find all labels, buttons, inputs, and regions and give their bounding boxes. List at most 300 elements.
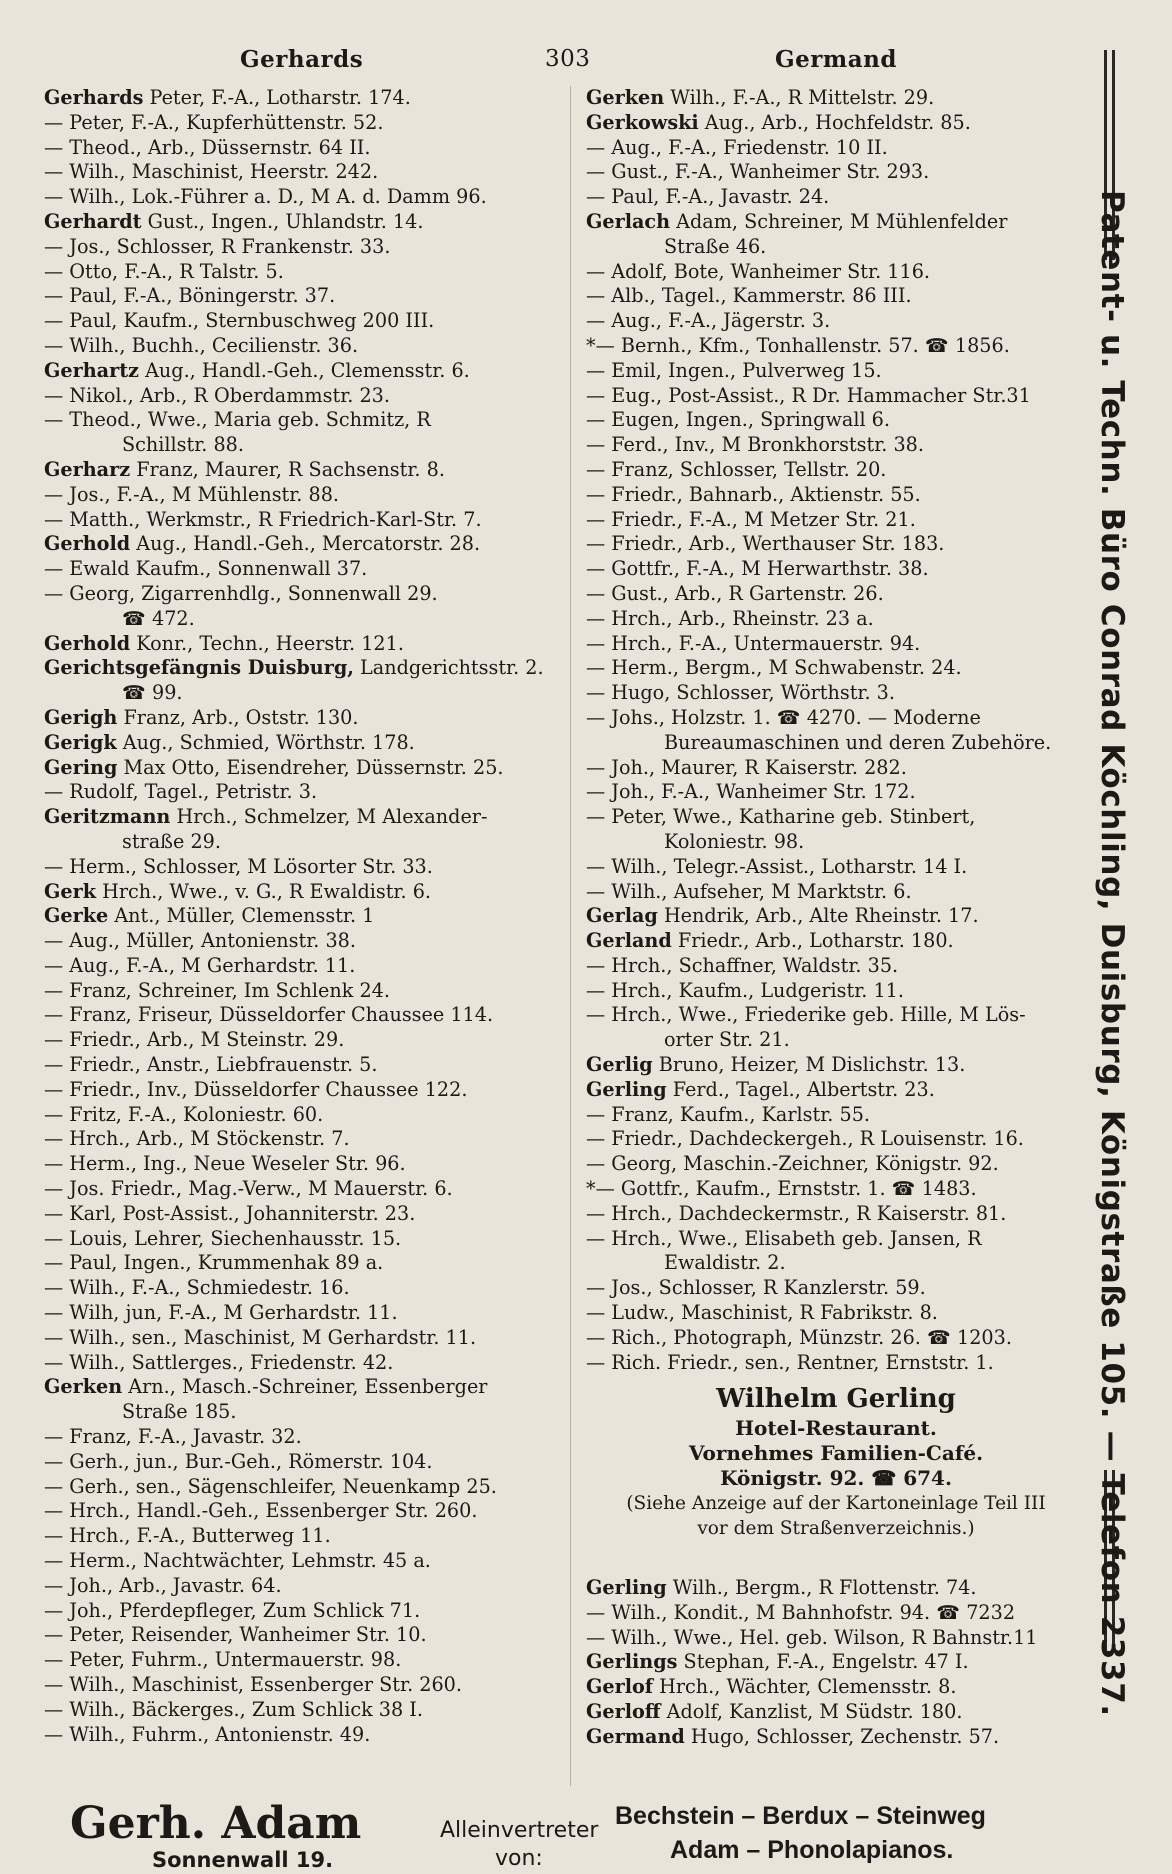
entry-surname: Gerlof (586, 1675, 654, 1699)
entry-text: — Peter, F.-A., Kupferhüttenstr. 52. (44, 110, 384, 134)
entry-text: — Jos., Schlosser, R Frankenstr. 33. (44, 234, 391, 258)
bottom-advertisement (60, 1798, 1080, 1872)
directory-entry (44, 1276, 562, 1301)
directory-entry (586, 1227, 1086, 1252)
directory-entry (44, 979, 562, 1004)
entry-text: Franz, Arb., Oststr. 130. (117, 705, 359, 729)
directory-entry (44, 880, 562, 905)
directory-entry (586, 260, 1086, 285)
entry-surname: Gerhards (44, 86, 144, 109)
directory-entry (44, 1326, 562, 1351)
entry-text: — Hrch., F.-A., Butterweg 11. (44, 1524, 331, 1548)
directory-entry (44, 904, 562, 929)
directory-entry (44, 1053, 562, 1078)
entry-text: Konr., Techn., Heerstr. 121. (130, 631, 404, 655)
directory-entry (44, 1003, 562, 1028)
entry-text: — Paul, F.-A., Javastr. 24. (586, 185, 830, 209)
entry-text: Max Otto, Eisendreher, Düssernstr. 25. (117, 755, 504, 779)
directory-entry (44, 1103, 562, 1128)
entry-text: Adolf, Kanzlist, M Südstr. 180. (660, 1699, 963, 1723)
directory-entry (586, 284, 1086, 309)
entry-text: — Hrch., Dachdeckermstr., R Kaiserstr. 81. (586, 1201, 1007, 1225)
entry-text: ☎ 472. (122, 606, 195, 630)
entry-text: — Herm., Bergm., M Schwabenstr. 24. (586, 656, 962, 680)
entry-text: Ewaldistr. 2. (664, 1251, 786, 1275)
directory-entry (586, 185, 1086, 210)
directory-entry (44, 532, 562, 557)
entry-text: Hrch., Wwe., v. G., R Ewaldistr. 6. (96, 879, 432, 903)
directory-entry (44, 805, 562, 830)
directory-entry (44, 855, 562, 880)
entry-text: Ferd., Tagel., Albertstr. 23. (666, 1077, 935, 1101)
directory-entry (44, 607, 562, 632)
entry-text: — Aug., F.-A., M Gerhardstr. 11. (44, 953, 356, 977)
directory-entry (44, 1450, 562, 1475)
directory-entry (44, 656, 562, 681)
directory-entry (44, 1177, 562, 1202)
entry-surname: Gerigh (44, 705, 118, 729)
ad-title: Wilhelm Gerling (716, 1384, 956, 1414)
directory-entry (586, 1078, 1086, 1103)
entry-text: — Ludw., Maschinist, R Fabrikstr. 8. (586, 1301, 938, 1325)
entry-surname: Gerlings (586, 1650, 678, 1674)
entry-text: — Hrch., Arb., Rheinstr. 23 a. (586, 606, 874, 630)
directory-entry (44, 1475, 562, 1500)
entry-text: — Aug., F.-A., Friedenstr. 10 II. (586, 135, 888, 159)
entry-surname: Gerlach (586, 209, 671, 233)
entry-text: — Franz, Schreiner, Im Schlenk 24. (44, 978, 390, 1002)
directory-entry (44, 359, 562, 384)
entry-text: — Hrch., Handl.-Geh., Essenberger Str. 260. (44, 1499, 478, 1523)
directory-entry (586, 1301, 1086, 1326)
directory-entry (586, 458, 1086, 483)
entry-surname: Gerk (44, 879, 96, 903)
directory-entry (586, 830, 1086, 855)
entry-text: — Wilh., Aufseher, M Marktstr. 6. (586, 879, 912, 903)
entry-text: — Karl, Post-Assist., Johanniterstr. 23. (44, 1201, 416, 1225)
directory-entry (44, 1425, 562, 1450)
entry-surname: Gerhold (44, 631, 131, 655)
entry-text: Ant., Müller, Clemensstr. 1 (108, 904, 375, 928)
entry-text: — Eug., Post-Assist., R Dr. Hammacher Str.31 (586, 383, 1031, 407)
directory-entry (44, 1574, 562, 1599)
entry-text: — Emil, Ingen., Pulverweg 15. (586, 358, 882, 382)
entry-text: — Joh., Pferdepfleger, Zum Schlick 71. (44, 1598, 421, 1622)
directory-entry (44, 1227, 562, 1252)
directory-entry (586, 557, 1086, 582)
directory-entry (586, 904, 1086, 929)
directory-entry (586, 1650, 1086, 1675)
directory-entry (586, 1675, 1086, 1700)
directory-entry (586, 706, 1086, 731)
directory-entry (44, 1673, 562, 1698)
entry-text: Hrch., Schmelzer, M Alexander- (170, 805, 488, 829)
entry-text: — Theod., Arb., Düssernstr. 64 II. (44, 135, 371, 159)
entry-text: Koloniestr. 98. (664, 829, 805, 853)
directory-entry (586, 1152, 1086, 1177)
entry-text: — Wilh., Buchh., Cecilienstr. 36. (44, 333, 359, 357)
directory-entry (44, 731, 562, 756)
entry-text: — Friedr., Dachdeckergeh., R Louisenstr. 16. (586, 1127, 1024, 1151)
entry-text: ☎ 99. (122, 681, 183, 705)
directory-entry (586, 1202, 1086, 1227)
ad-line-1: Hotel-Restaurant. (735, 1416, 937, 1440)
bottom-ad-von: von: (495, 1846, 543, 1871)
entry-text: — Georg, Zigarrenhdlg., Sonnenwall 29. (44, 581, 438, 605)
directory-entry (586, 433, 1086, 458)
directory-entry (44, 1375, 562, 1400)
left-column (44, 86, 562, 1747)
entry-text: — Wilh., Sattlerges., Friedenstr. 42. (44, 1350, 394, 1374)
directory-entry (586, 532, 1086, 557)
entry-text: Stephan, F.-A., Engelstr. 47 I. (677, 1650, 969, 1674)
directory-entry (44, 1499, 562, 1524)
directory-entry (586, 681, 1086, 706)
directory-entry (44, 1623, 562, 1648)
directory-entry (586, 210, 1086, 235)
entry-text: — Wilh., Wwe., Hel. geb. Wilson, R Bahnstr.11 (586, 1625, 1038, 1649)
directory-entry (586, 1700, 1086, 1725)
entry-surname: Gerlig (586, 1053, 653, 1077)
entry-surname: Gerken (44, 1375, 123, 1399)
directory-entry (44, 1549, 562, 1574)
directory-entry (586, 86, 1086, 111)
directory-entry (44, 458, 562, 483)
entry-surname: Gerland (586, 929, 672, 953)
entry-surname: Gerhold (44, 532, 131, 556)
entry-text: — Wilh., Fuhrm., Antonienstr. 49. (44, 1722, 371, 1746)
ad-line-3: Königstr. 92. ☎ 674. (720, 1466, 952, 1490)
entry-text: — Herm., Ing., Neue Weseler Str. 96. (44, 1152, 406, 1176)
entry-text: — Johs., Holzstr. 1. ☎ 4270. — Moderne (586, 705, 981, 729)
directory-entry (44, 706, 562, 731)
entry-text: Aug., Handl.-Geh., Mercatorstr. 28. (130, 532, 481, 556)
directory-entry (586, 359, 1086, 384)
entry-text: — Wilh., sen., Maschinist, M Gerhardstr. 11. (44, 1325, 477, 1349)
directory-entry (586, 1326, 1086, 1351)
entry-text: — Ferd., Inv., M Bronkhorststr. 38. (586, 433, 924, 457)
directory-entry (586, 1626, 1086, 1651)
entry-text: — Louis, Lehrer, Siechenhausstr. 15. (44, 1226, 402, 1250)
column-divider (570, 86, 571, 1786)
directory-entry (44, 1648, 562, 1673)
directory-entry (44, 954, 562, 979)
entry-text: — Hrch., Wwe., Elisabeth geb. Jansen, R (586, 1226, 982, 1250)
entry-text: — Wilh., Lok.-Führer a. D., M A. d. Damm 96. (44, 185, 487, 209)
directory-entry (44, 582, 562, 607)
entry-text: — Peter, Fuhrm., Untermauerstr. 98. (44, 1648, 402, 1672)
entry-text: — Theod., Wwe., Maria geb. Schmitz, R (44, 408, 431, 432)
entry-text: — Wilh., Maschinist, Essenberger Str. 260. (44, 1673, 462, 1696)
entry-surname: Gerhardt (44, 209, 142, 233)
entry-text: — Friedr., Arb., Werthauser Str. 183. (586, 532, 945, 556)
directory-entry (586, 334, 1086, 359)
entry-text: — Hrch., Wwe., Friederike geb. Hille, M Lös- (586, 1003, 1026, 1027)
ad-line-5: vor dem Straßenverzeichnis.) (697, 1518, 975, 1539)
entry-text: — Matth., Werkmstr., R Friedrich-Karl-Str. 7. (44, 507, 482, 531)
directory-entry (44, 1028, 562, 1053)
directory-entry (586, 731, 1086, 756)
entry-text: straße 29. (122, 829, 221, 853)
header-left-keyword: Gerhards (240, 46, 364, 73)
directory-entry (586, 309, 1086, 334)
entry-text: — Franz, Schlosser, Tellstr. 20. (586, 457, 887, 481)
header-right-keyword: Germand (775, 46, 897, 73)
entry-text: — Friedr., Anstr., Liebfrauenstr. 5. (44, 1053, 378, 1077)
entry-text: — Wilh., Bäckerges., Zum Schlick 38 I. (44, 1697, 423, 1721)
directory-entry (586, 929, 1086, 954)
directory-entry (44, 1127, 562, 1152)
entry-text: — Friedr., Inv., Düsseldorfer Chaussee 122. (44, 1077, 468, 1101)
entry-text: Landgerichtsstr. 2. (353, 656, 544, 680)
entry-text: — Peter, Reisender, Wanheimer Str. 10. (44, 1623, 427, 1647)
directory-entry (44, 1723, 562, 1748)
entry-text: Arn., Masch.-Schreiner, Essenberger (122, 1375, 488, 1399)
side-advert-text: Patent- u. Techn. Büro Conrad Köchling, Duisburg, Königstraße 105. — Telefon 2337. (1094, 190, 1130, 1717)
entry-text: Hrch., Wächter, Clemensstr. 8. (653, 1675, 957, 1699)
directory-entry (586, 235, 1086, 260)
directory-entry (44, 1251, 562, 1276)
entry-text: — Friedr., F.-A., M Metzer Str. 21. (586, 507, 916, 531)
directory-entry (44, 235, 562, 260)
entry-surname: Gerhartz (44, 358, 139, 382)
directory-entry (44, 210, 562, 235)
directory-entry (586, 1276, 1086, 1301)
entry-text: — Jos., Schlosser, R Kanzlerstr. 59. (586, 1276, 926, 1300)
directory-entry (44, 1152, 562, 1177)
entry-text: — Wilh., Kondit., M Bahnhofstr. 94. ☎ 7232 (586, 1600, 1016, 1624)
entry-text: Hugo, Schlosser, Zechenstr. 57. (684, 1724, 1000, 1748)
entry-text: Straße 185. (122, 1400, 237, 1424)
entry-surname: Gerken (586, 86, 665, 109)
entry-text: Bureaumaschinen und deren Zubehöre. (664, 730, 1052, 754)
directory-entry (586, 607, 1086, 632)
entry-text: — Gerh., jun., Bur.-Geh., Römerstr. 104. (44, 1449, 433, 1473)
directory-entry (44, 1351, 562, 1376)
entry-text: Aug., Arb., Hochfeldstr. 85. (698, 110, 971, 134)
directory-entry (44, 1698, 562, 1723)
directory-entry (586, 1127, 1086, 1152)
directory-entry (586, 1053, 1086, 1078)
entry-text: Wilh., F.-A., R Mittelstr. 29. (664, 86, 935, 109)
entry-text: — Franz, F.-A., Javastr. 32. (44, 1425, 302, 1449)
entry-text: Hendrik, Arb., Alte Rheinstr. 17. (657, 904, 979, 928)
entry-text: — Georg, Maschin.-Zeichner, Königstr. 92. (586, 1152, 999, 1176)
directory-entry (586, 1028, 1086, 1053)
entry-text: — Otto, F.-A., R Talstr. 5. (44, 259, 284, 283)
entry-text: — Alb., Tagel., Kammerstr. 86 III. (586, 284, 912, 308)
directory-entry (586, 1351, 1086, 1376)
directory-entry (586, 1576, 1086, 1601)
entry-surname: Gerkowski (586, 110, 699, 134)
page-number: 303 (545, 46, 591, 72)
entry-text: Wilh., Bergm., R Flottenstr. 74. (666, 1576, 977, 1599)
entry-text: — Rudolf, Tagel., Petristr. 3. (44, 780, 318, 804)
directory-entry (44, 334, 562, 359)
entry-surname: Gerichtsgefängnis Duisburg, (44, 656, 354, 680)
directory-entry (586, 656, 1086, 681)
directory-entry (586, 160, 1086, 185)
entry-surname: Germand (586, 1724, 685, 1748)
directory-entry (44, 160, 562, 185)
directory-entry (586, 780, 1086, 805)
directory-entry (44, 508, 562, 533)
directory-entry (44, 483, 562, 508)
directory-entry (586, 632, 1086, 657)
directory-entry (44, 557, 562, 582)
entry-text: — Jos., F.-A., M Mühlenstr. 88. (44, 482, 340, 506)
entry-text: — Hrch., Kaufm., Ludgeristr. 11. (586, 978, 904, 1002)
entry-text: — Joh., Maurer, R Kaiserstr. 282. (586, 755, 907, 779)
entry-surname: Gerling (586, 1077, 667, 1101)
right-column (586, 86, 1086, 1375)
entry-text: — Paul, Kaufm., Sternbuschweg 200 III. (44, 309, 435, 333)
entry-text: — Rich., Photograph, Münzstr. 26. ☎ 1203. (586, 1325, 1012, 1349)
ad-line-2: Vornehmes Familien-Café. (688, 1441, 984, 1465)
entry-text: — Rich. Friedr., sen., Rentner, Ernststr. 1. (586, 1350, 994, 1374)
directory-entry (44, 1400, 562, 1425)
directory-entry (44, 433, 562, 458)
entry-text: — Herm., Nachtwächter, Lehmstr. 45 a. (44, 1549, 431, 1573)
directory-entry (44, 1202, 562, 1227)
bottom-ad-address: Sonnenwall 19. (152, 1848, 334, 1872)
entry-text: — Hrch., F.-A., Untermauerstr. 94. (586, 631, 921, 655)
directory-entry (586, 508, 1086, 533)
entry-text: — Wilh, jun, F.-A., M Gerhardstr. 11. (44, 1301, 398, 1325)
directory-entry (586, 880, 1086, 905)
directory-entry (586, 483, 1086, 508)
directory-entry (44, 1078, 562, 1103)
entry-text: Peter, F.-A., Lotharstr. 174. (143, 86, 411, 109)
directory-entry (586, 1177, 1086, 1202)
directory-entry (586, 1103, 1086, 1128)
entry-text: — Franz, Friseur, Düsseldorfer Chaussee 114. (44, 1003, 494, 1027)
right-column-after-ad (586, 1576, 1086, 1750)
entry-text: — Gerh., sen., Sägenschleifer, Neuenkamp 25. (44, 1474, 497, 1498)
directory-entry (586, 1601, 1086, 1626)
entry-text: — Gust., F.-A., Wanheimer Str. 293. (586, 160, 930, 184)
entry-text: Bruno, Heizer, M Dislichstr. 13. (652, 1053, 966, 1077)
directory-entry (44, 136, 562, 161)
entry-text: — Hrch., Arb., M Stöckenstr. 7. (44, 1127, 350, 1151)
entry-text: — Paul, F.-A., Böningerstr. 37. (44, 284, 336, 308)
entry-text: — Franz, Kaufm., Karlstr. 55. (586, 1102, 871, 1126)
bottom-ad-rep: Alleinvertreter (440, 1818, 599, 1843)
entry-text: — Adolf, Bote, Wanheimer Str. 116. (586, 259, 931, 283)
entry-text: — Peter, Wwe., Katharine geb. Stinbert, (586, 805, 976, 829)
entry-text: Aug., Handl.-Geh., Clemensstr. 6. (138, 358, 470, 382)
entry-text: Franz, Maurer, R Sachsenstr. 8. (130, 457, 445, 481)
entry-text: — Eugen, Ingen., Springwall 6. (586, 408, 890, 432)
directory-entry (44, 780, 562, 805)
entry-text: Friedr., Arb., Lotharstr. 180. (671, 929, 954, 953)
directory-entry (44, 830, 562, 855)
directory-entry (44, 681, 562, 706)
directory-entry (586, 855, 1086, 880)
entry-text: — Friedr., Arb., M Steinstr. 29. (44, 1028, 345, 1052)
entry-text: — Hrch., Schaffner, Waldstr. 35. (586, 953, 899, 977)
entry-surname: Gerke (44, 904, 109, 928)
directory-entry (44, 86, 562, 111)
entry-surname: Gerigk (44, 730, 117, 754)
directory-entry (586, 756, 1086, 781)
entry-text: — Ewald Kaufm., Sonnenwall 37. (44, 557, 368, 581)
directory-entry (44, 384, 562, 409)
bottom-ad-name: Gerh. Adam (70, 1798, 362, 1849)
directory-entry (44, 1524, 562, 1549)
entry-text: — Gottfr., F.-A., M Herwarthstr. 38. (586, 557, 929, 581)
entry-text: — Aug., F.-A., Jägerstr. 3. (586, 309, 831, 333)
directory-entry (586, 408, 1086, 433)
entry-text: — Nikol., Arb., R Oberdammstr. 23. (44, 383, 390, 407)
entry-text: orter Str. 21. (664, 1028, 790, 1052)
directory-entry (44, 756, 562, 781)
directory-entry (44, 260, 562, 285)
entry-text: Adam, Schreiner, M Mühlenfelder (670, 209, 1008, 233)
entry-text: — Aug., Müller, Antonienstr. 38. (44, 929, 356, 953)
directory-entry (586, 111, 1086, 136)
entry-text: — Fritz, F.-A., Koloniestr. 60. (44, 1102, 324, 1126)
entry-text: — Herm., Schlosser, M Lösorter Str. 33. (44, 854, 433, 878)
entry-surname: Geritzmann (44, 805, 171, 829)
entry-text: — Jos. Friedr., Mag.-Verw., M Mauerstr. 6. (44, 1177, 453, 1201)
directory-entry (44, 111, 562, 136)
entry-text: — Hugo, Schlosser, Wörthstr. 3. (586, 681, 895, 705)
entry-text: Gust., Ingen., Uhlandstr. 14. (141, 209, 424, 233)
directory-entry (586, 1003, 1086, 1028)
entry-text: — Gust., Arb., R Gartenstr. 26. (586, 581, 884, 605)
entry-text: Straße 46. (664, 234, 767, 258)
entry-text: — Wilh., F.-A., Schmiedestr. 16. (44, 1276, 350, 1300)
entry-text: Schillstr. 88. (122, 433, 244, 457)
directory-entry (44, 632, 562, 657)
directory-entry (586, 1251, 1086, 1276)
directory-entry (586, 805, 1086, 830)
entry-surname: Gerling (586, 1576, 667, 1599)
directory-entry (44, 309, 562, 334)
directory-entry (44, 1301, 562, 1326)
directory-entry (44, 185, 562, 210)
entry-surname: Gerlag (586, 904, 658, 928)
ad-line-4: (Siehe Anzeige auf der Kartoneinlage Teil III (626, 1493, 1046, 1514)
entry-text: — Paul, Ingen., Krummenhak 89 a. (44, 1251, 384, 1275)
directory-entry (44, 929, 562, 954)
entry-text: — Joh., F.-A., Wanheimer Str. 172. (586, 780, 916, 804)
directory-entry (586, 979, 1086, 1004)
directory-entry (586, 582, 1086, 607)
directory-entry (586, 136, 1086, 161)
entry-surname: Gering (44, 755, 118, 779)
bottom-ad-brands-1: Bechstein – Berdux – Steinweg (615, 1802, 986, 1830)
entry-text: — Friedr., Bahnarb., Aktienstr. 55. (586, 482, 921, 506)
entry-text: *— Gottfr., Kaufm., Ernststr. 1. ☎ 1483. (586, 1177, 977, 1201)
directory-entry (586, 384, 1086, 409)
directory-entry (586, 1725, 1086, 1750)
entry-text: — Wilh., Maschinist, Heerstr. 242. (44, 160, 379, 184)
entry-text: — Wilh., Telegr.-Assist., Lotharstr. 14 I. (586, 854, 968, 878)
gerling-advertisement (586, 1382, 1086, 1541)
directory-entry (586, 954, 1086, 979)
bottom-ad-brands-2: Adam – Phonolapianos. (670, 1836, 954, 1864)
entry-surname: Gerloff (586, 1699, 661, 1723)
directory-entry (44, 408, 562, 433)
directory-entry (44, 1599, 562, 1624)
entry-surname: Gerharz (44, 457, 131, 481)
entry-text: *— Bernh., Kfm., Tonhallenstr. 57. ☎ 1856. (586, 333, 1010, 357)
entry-text: — Joh., Arb., Javastr. 64. (44, 1573, 282, 1597)
entry-text: Aug., Schmied, Wörthstr. 178. (116, 730, 415, 754)
directory-entry (44, 284, 562, 309)
